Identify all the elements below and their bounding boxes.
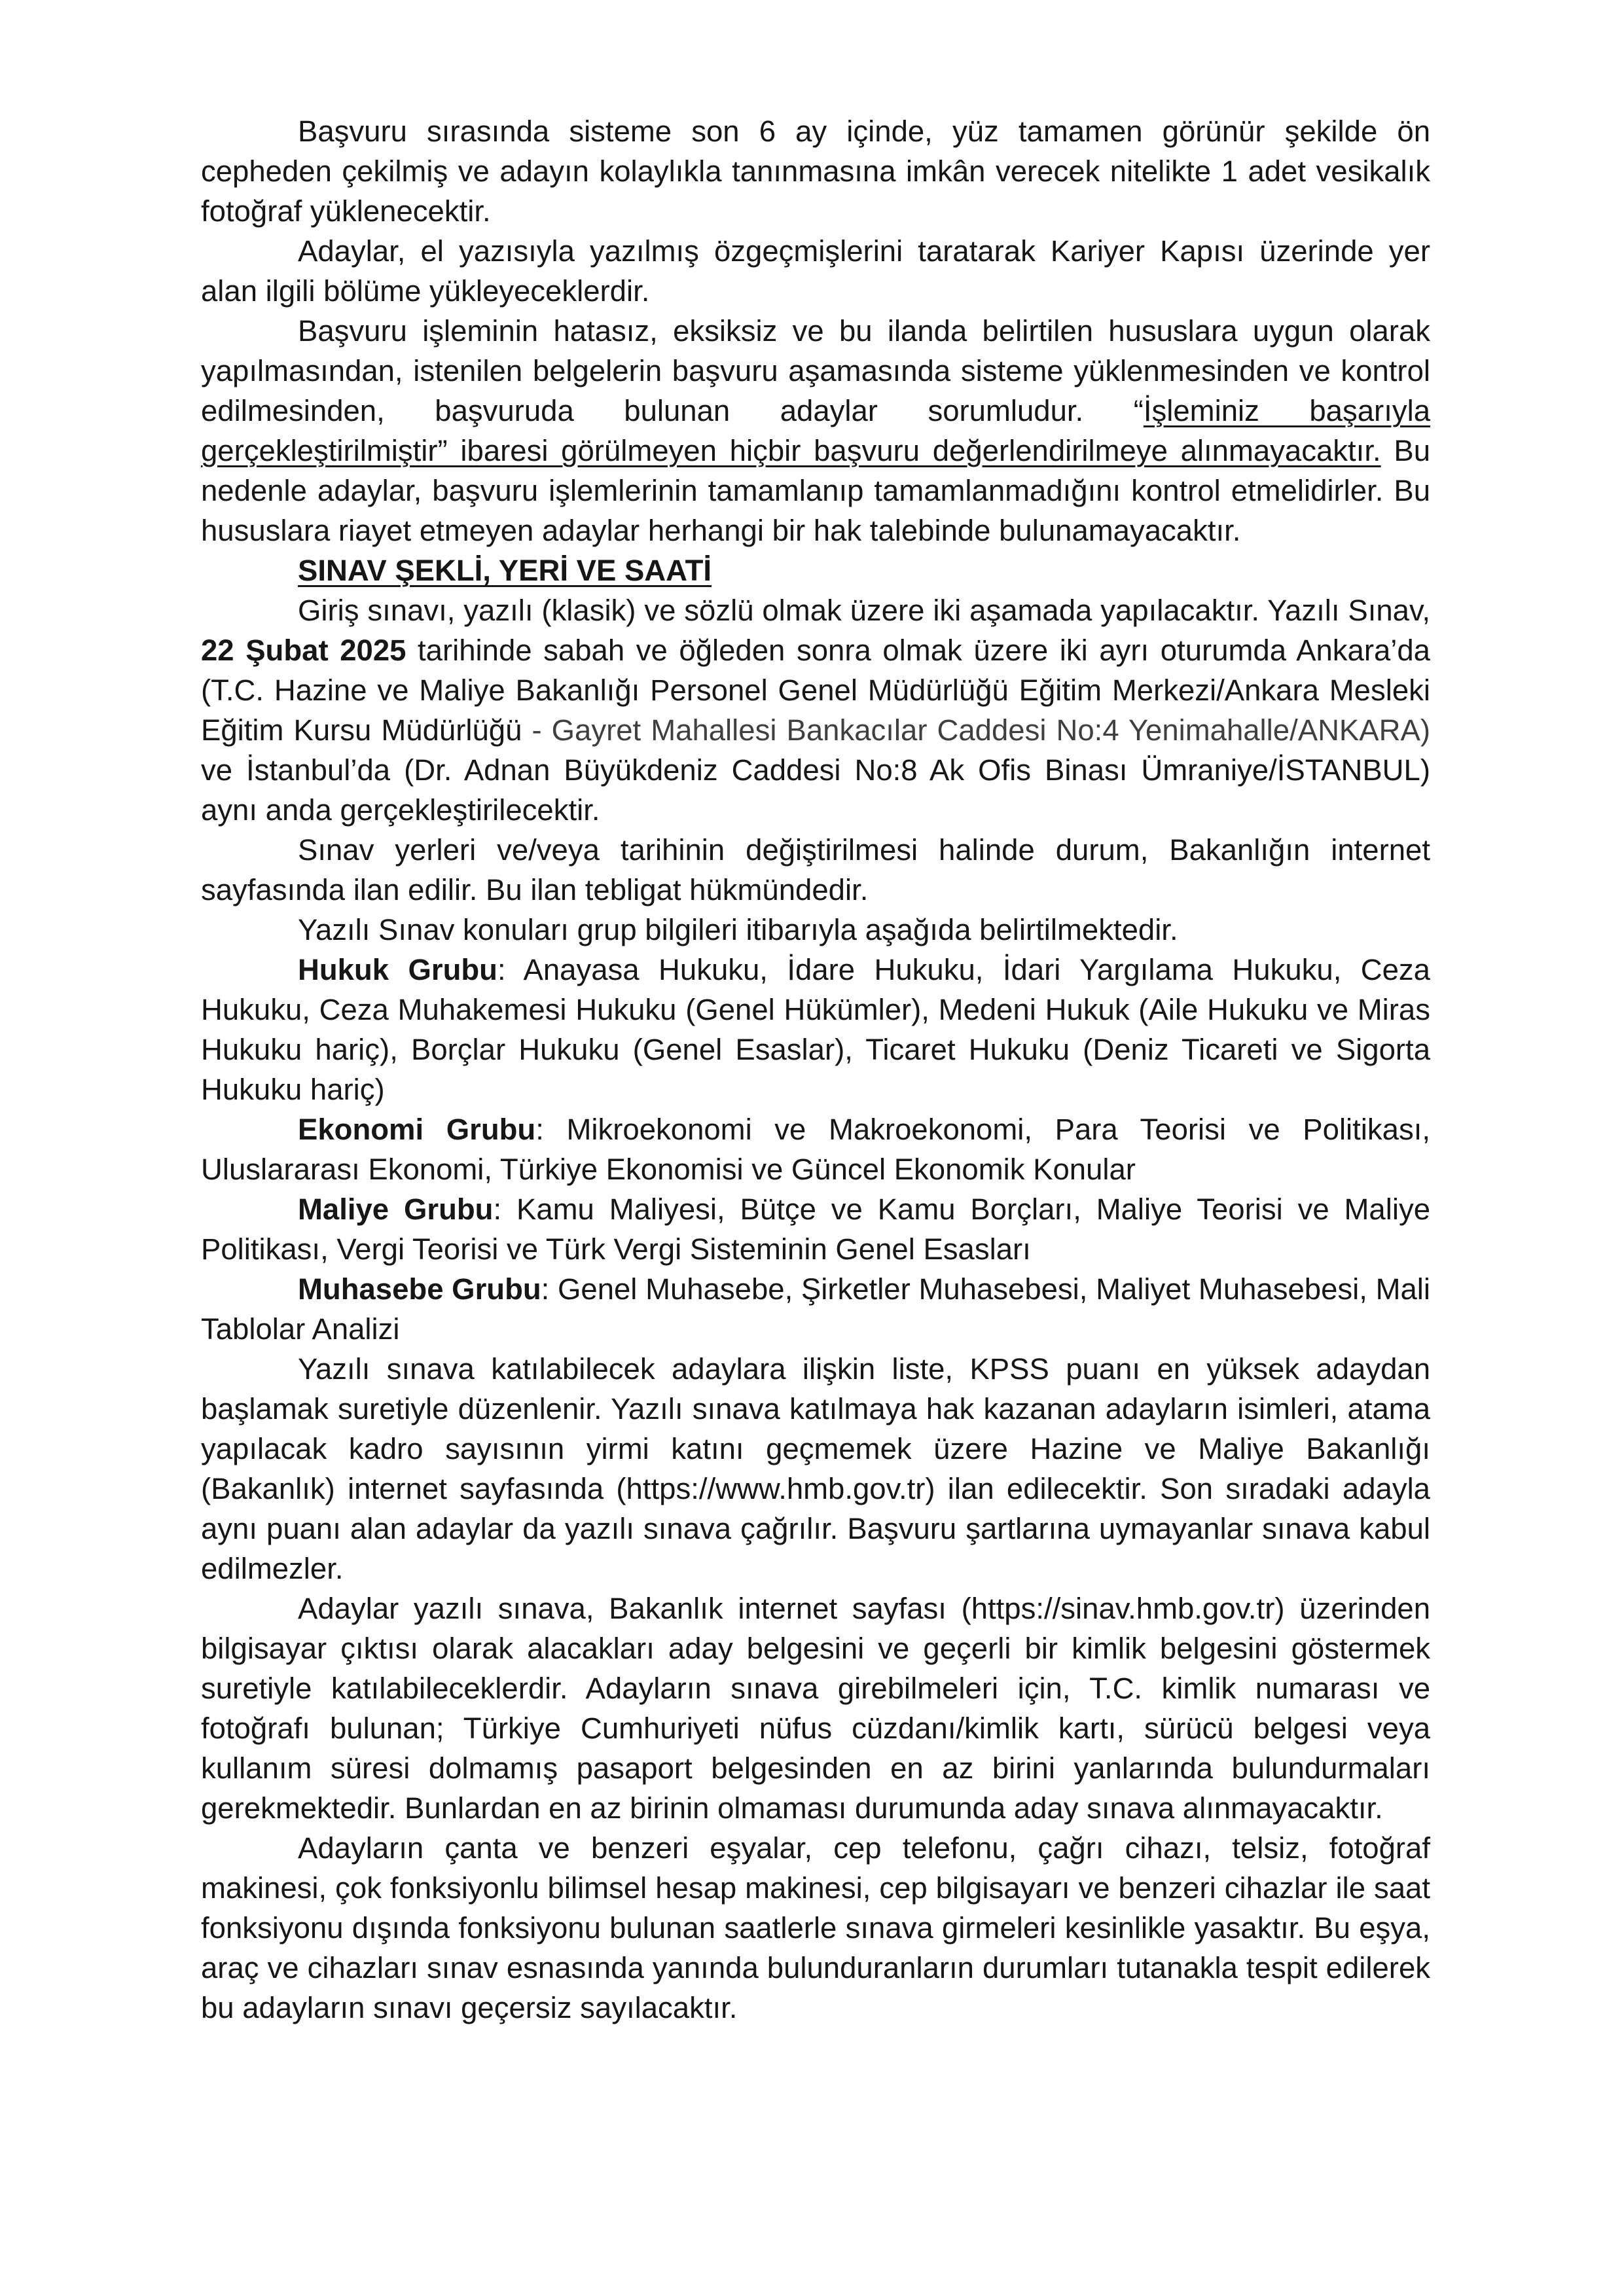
exam-entry-text: Adaylar yazılı sınava, Bakanlık internet sayfası (https://sinav.hmb.gov.tr) üzerinden bilgisayar çıktısı olarak alacakları aday belgesini ve geçerli bir kimlik belgesini göstermek suretiyle katılabileceklerdir. Adayların sınava girebilmeleri için, T.C. kimlik numarası ve fotoğrafı bulunan; Türkiye Cumhuriyeti nüfus cüzdanı/kimlik kartı, sürücü belgesi veya kullanım süresi dolmamış pasaport belgesinden en az birini yanlarında bulundurmaları gerekmektedir. Bunlardan en az birinin olmaması durumunda aday sınava alınmayacaktır.	[201, 1592, 1430, 1825]
photo-upload-paragraph	[201, 111, 1430, 231]
exam-format-text-start: Giriş sınavı, yazılı (klasik) ve sözlü olmak üzere iki aşamada yapılacaktır. Yazılı Sınav,	[298, 594, 1430, 627]
ekonomi-group-label: Ekonomi Grubu	[298, 1113, 536, 1146]
maliye-group-text: : Kamu Maliyesi, Bütçe ve Kamu Borçları, Maliye Teorisi ve Maliye Politikası, Vergi Teorisi ve Türk Vergi Sisteminin Genel Esasları	[201, 1193, 1430, 1266]
candidate-list-text: Yazılı sınava katılabilecek adaylara ilişkin liste, KPSS puanı en yüksek adaydan başlamak suretiyle düzenlenir. Yazılı sınava katılmaya hak kazanan adayların isimleri, atama yapılacak kadro sayısının yirmi katını geçmemek üzere Hazine ve Maliye Bakanlığı (Bakanlık) internet sayfasında (https://www.hmb.gov.tr) ilan edilecektir. Son sıradaki adayla aynı puanı alan adaylar da yazılı sınava çağrılır. Başvuru şartlarına uymayanlar sınava kabul edilmezler.	[201, 1352, 1430, 1585]
candidate-list-paragraph	[201, 1349, 1430, 1588]
responsibility-text-start: Başvuru işleminin hatasız, eksiksiz ve bu ilanda belirtilen hususlara uygun olarak yapılmasından, istenilen belgelerin başvuru aşamasında sisteme yüklenmesinden ve kontrol edilmesinden, başvuruda bulunan adaylar sorumludur. “	[201, 314, 1430, 427]
document-body	[201, 111, 1430, 2028]
ekonomi-group-paragraph	[201, 1109, 1430, 1189]
photo-upload-text: Başvuru sırasında sisteme son 6 ay içinde, yüz tamamen görünür şekilde ön cepheden çekilmiş ve adayın kolaylıkla tanınmasına imkân verecek nitelikte 1 adet vesikalık fotoğraf yüklenecektir.	[201, 115, 1430, 228]
cv-upload-paragraph	[201, 231, 1430, 311]
ankara-address: - Gayret Mahallesi Bankacılar Caddesi No:4 Yenimahalle/ANKARA)	[532, 713, 1430, 747]
exam-format-paragraph	[201, 590, 1430, 830]
hukuk-group-text: : Anayasa Hukuku, İdare Hukuku, İdari Yargılama Hukuku, Ceza Hukuku, Ceza Muhakemesi Hukuku (Genel Hükümler), Medeni Hukuk (Aile Hukuku ve Miras Hukuku hariç), Borçlar Hukuku (Genel Esaslar), Ticaret Hukuku (Deniz Ticareti ve Sigorta Hukuku hariç)	[201, 953, 1430, 1106]
exam-format-text-end: ve İstanbul’da (Dr. Adnan Büyükdeniz Caddesi No:8 Ak Ofis Binası Ümraniye/İSTANBUL) aynı anda gerçekleştirilecektir.	[201, 753, 1430, 827]
responsibility-text-end: Bu nedenle adaylar, başvuru işlemlerinin tamamlanıp tamamlanmadığını kontrol etmelidirler. Bu hususlara riayet etmeyen adaylar herhangi bir hak talebinde bulunamayacaktır.	[201, 434, 1431, 547]
success-message-warning: İşleminiz başarıyla gerçekleştirilmiştir” ibaresi görülmeyen hiçbir başvuru değerlendirilmeye alınmayacaktır.	[201, 394, 1430, 467]
cv-upload-text: Adaylar, el yazısıyla yazılmış özgeçmişlerini taratarak Kariyer Kapısı üzerinde yer alan ilgili bölüme yükleyeceklerdir.	[201, 234, 1430, 308]
prohibited-items-paragraph	[201, 1828, 1430, 2028]
muhasebe-group-label: Muhasebe Grubu	[298, 1272, 541, 1306]
section-heading-paragraph	[201, 550, 1430, 590]
exam-entry-paragraph	[201, 1588, 1430, 1828]
application-responsibility-paragraph	[201, 311, 1430, 550]
exam-date: 22 Şubat 2025	[201, 634, 406, 667]
section-heading: SINAV ŞEKLİ, YERİ VE SAATİ	[298, 554, 712, 587]
exam-topics-intro-paragraph	[201, 910, 1430, 950]
venue-change-text: Sınav yerleri ve/veya tarihinin değiştirilmesi halinde durum, Bakanlığın internet sayfasında ilan edilir. Bu ilan tebligat hükmündedir.	[201, 833, 1430, 906]
maliye-group-label: Maliye Grubu	[298, 1193, 494, 1226]
muhasebe-group-paragraph	[201, 1269, 1430, 1349]
hukuk-group-label: Hukuk Grubu	[298, 953, 497, 986]
muhasebe-group-text: : Genel Muhasebe, Şirketler Muhasebesi, Maliyet Muhasebesi, Mali Tablolar Analizi	[201, 1272, 1431, 1346]
exam-format-text-mid: tarihinde sabah ve öğleden sonra olmak üzere iki ayrı oturumda Ankara’da (T.C. Hazine ve Maliye Bakanlığı Personel Genel Müdürlüğü Eğitim Merkezi/Ankara Mesleki Eğitim Kursu Müdürlüğü	[201, 634, 1430, 747]
exam-topics-intro-text: Yazılı Sınav konuları grup bilgileri itibarıyla aşağıda belirtilmektedir.	[298, 913, 1178, 946]
venue-change-paragraph	[201, 830, 1430, 910]
hukuk-group-paragraph	[201, 950, 1430, 1109]
prohibited-items-text: Adayların çanta ve benzeri eşyalar, cep telefonu, çağrı cihazı, telsiz, fotoğraf makinesi, çok fonksiyonlu bilimsel hesap makinesi, cep bilgisayarı ve benzeri cihazlar ile saat fonksiyonu dışında fonksiyonu bulunan saatlerle sınava girmeleri kesinlikle yasaktır. Bu eşya, araç ve cihazları sınav esnasında yanında bulunduranların durumları tutanakla tespit edilerek bu adayların sınavı geçersiz sayılacaktır.	[201, 1831, 1430, 2024]
maliye-group-paragraph	[201, 1189, 1430, 1269]
ekonomi-group-text: : Mikroekonomi ve Makroekonomi, Para Teorisi ve Politikası, Uluslararası Ekonomi, Türkiye Ekonomisi ve Güncel Ekonomik Konular	[201, 1113, 1431, 1186]
